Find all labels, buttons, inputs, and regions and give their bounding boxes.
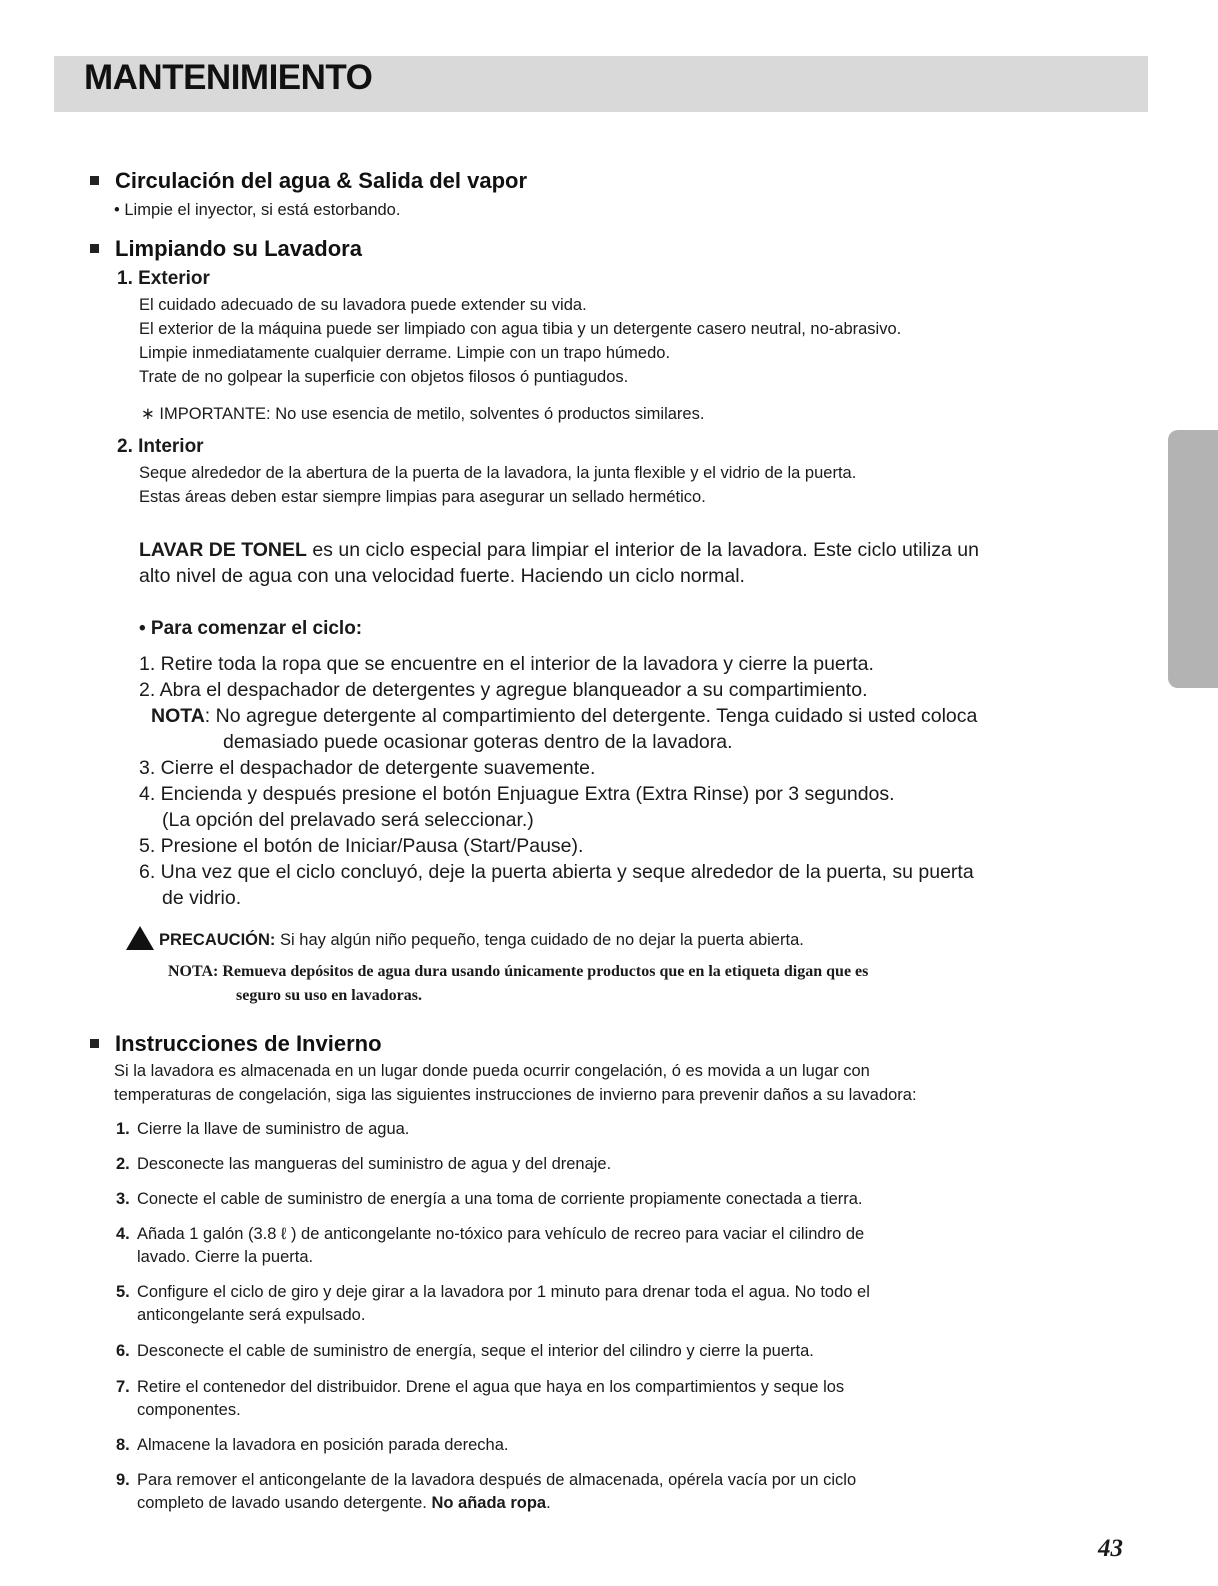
start-cycle-title: • Para comenzar el ciclo: — [139, 618, 363, 639]
square-bullet-icon — [90, 1039, 99, 1048]
interior-text: Seque alrededor de la abertura de la puerta de la lavadora, la junta flexible y el vidrio de la puerta. Estas áreas deben estar siempre limpias para asegurar un sellado hermético. — [139, 464, 857, 506]
list-item: 1. Cierre la llave de suministro de agua. — [116, 1120, 410, 1138]
caution-line: PRECAUCIÓN: Si hay algún niño pequeño, tenga cuidado de no dejar la puerta abierta. — [126, 928, 804, 953]
cycle-steps: 1. Retire toda la ropa que se encuentre en el interior de la lavadora y cierre la puerta. 2. Abra el despachador de detergentes y agregue blanqueador a su compartimiento. NOTA: No agregue detergente al compartimiento del detergente. Tenga cuidado si usted coloca demasiado puede ocasionar goteras dentro de la lavadora. 3. Cierre el despachador de detergente suavemente. 4. Encienda y después presione el botón Enjuague Extra (Extra Rinse) por 3 segundos. (La opción del prelavado será seleccionar.) 5. Presione el botón de Iniciar/Pausa (Start/Pause). 6. Una vez que el ciclo concluyó, deje la puerta abierta y seque alrededor de la puerta, su puerta de vidrio. — [139, 651, 1129, 911]
list-item: 6. Desconecte el cable de suministro de energía, seque el interior del cilindro y cierre la puerta. — [116, 1342, 814, 1360]
page-number: 43 — [1098, 1535, 1123, 1562]
important-note: ∗ IMPORTANTE: No use esencia de metilo, solventes ó productos similares. — [141, 405, 705, 423]
tub-clean-label: LAVAR DE TONEL — [139, 539, 307, 561]
step-note: NOTA: No agregue detergente al compartimiento del detergente. Tenga cuidado si usted coloca — [151, 705, 978, 727]
list-item: 3. Conecte el cable de suministro de energía a una toma de corriente propiamente conectada a tierra. — [116, 1190, 863, 1208]
side-tab — [1168, 430, 1218, 688]
winter-intro: Si la lavadora es almacenada en un lugar donde pueda ocurrir congelación, ó es movida a un lugar con temperaturas de congelación, siga las siguientes instrucciones de invierno para prevenir daños a su lavadora: — [114, 1062, 917, 1104]
list-item: 9. Para remover el anticongelante de la lavadora después de almacenada, opérela vacía por un ciclo completo de lavado usando detergente. No añada ropa. — [116, 1471, 857, 1512]
exterior-title: 1. Exterior — [117, 268, 210, 289]
step: 6. Una vez que el ciclo concluyó, deje la puerta abierta y seque alrededor de la puerta, su puerta — [139, 861, 974, 883]
list-item: 2. Desconecte las mangueras del suministro de agua y del drenaje. — [116, 1155, 612, 1173]
exterior-text: El cuidado adecuado de su lavadora puede extender su vida. El exterior de la máquina puede ser limpiado con agua tibia y un detergente casero neutral, no-abrasivo. Limpie inmediatamente cualquier derrame. Limpie con un trapo húmedo. Trate de no golpear la superficie con objetos filosos ó puntiagudos. — [139, 296, 902, 386]
step: 2. Abra el despachador de detergentes y agregue blanqueador a su compartimiento. — [139, 679, 868, 701]
list-item: 4. Añada 1 galón (3.8 ℓ ) de anticongelante no-tóxico para vehículo de recreo para vaciar el cilindro de lavado. Cierre la puerta. — [116, 1225, 865, 1266]
step: 4. Encienda y después presione el botón Enjuague Extra (Extra Rinse) por 3 segundos. — [139, 783, 895, 805]
step: 1. Retire toda la ropa que se encuentre en el interior de la lavadora y cierre la puerta. — [139, 653, 874, 675]
water-bullet: • Limpie el inyector, si está estorbando. — [114, 201, 401, 219]
interior-title: 2. Interior — [117, 436, 204, 457]
no-clothes-warning: No añada ropa — [431, 1494, 547, 1512]
step: 3. Cierre el despachador de detergente suavemente. — [139, 757, 596, 779]
hard-water-note: NOTA: Remueva depósitos de agua dura usando únicamente productos que en la etiqueta digan que es seguro su uso en lavadoras. — [168, 963, 869, 1004]
warning-triangle-icon — [126, 926, 154, 950]
page-title: MANTENIMIENTO — [84, 58, 373, 97]
square-bullet-icon — [90, 176, 99, 185]
list-item: 7. Retire el contenedor del distribuidor. Drene el agua que haya en los compartimientos y seque los componentes. — [116, 1378, 845, 1419]
section-cleaning-title: Limpiando su Lavadora — [90, 236, 362, 262]
section-water-title: Circulación del agua & Salida del vapor — [90, 168, 527, 194]
square-bullet-icon — [90, 244, 99, 253]
section-winter-title: Instrucciones de Invierno — [90, 1031, 382, 1057]
step: 5. Presione el botón de Iniciar/Pausa (Start/Pause). — [139, 835, 584, 857]
list-item: 5. Configure el ciclo de giro y deje girar a la lavadora por 1 minuto para drenar toda el agua. No todo el anticongelante será expulsado. — [116, 1283, 870, 1324]
list-item: 8. Almacene la lavadora en posición parada derecha. — [116, 1436, 509, 1454]
tub-clean-paragraph: LAVAR DE TONEL es un ciclo especial para limpiar el interior de la lavadora. Este ciclo utiliza un alto nivel de agua con una velocidad fuerte. Haciendo un ciclo normal. — [139, 539, 979, 587]
